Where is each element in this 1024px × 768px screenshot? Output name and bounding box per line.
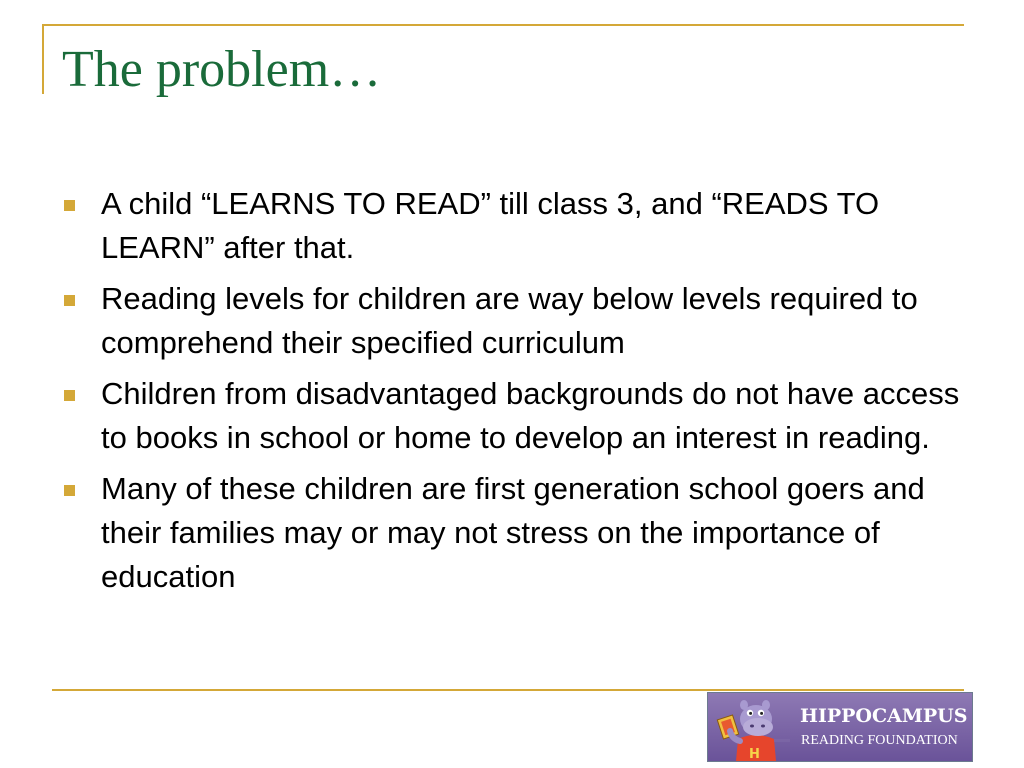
square-bullet-icon — [64, 295, 75, 306]
bullet-item — [62, 277, 962, 365]
logo-name: HIPPOCAMPUS — [800, 705, 968, 727]
bullet-text: Children from disadvantaged backgrounds do not have access to books in school or home to develop an interest in reading. — [101, 376, 960, 455]
left-rule — [42, 24, 44, 94]
bullet-item — [62, 182, 962, 270]
square-bullet-icon — [64, 200, 75, 211]
hippo-mascot-icon — [716, 695, 794, 761]
slide-title: The problem… — [62, 41, 382, 98]
hippocampus-logo — [707, 692, 973, 762]
bullet-text: Many of these children are first generation school goers and their families may or may not stress on the importance of education — [101, 471, 925, 594]
top-rule — [42, 24, 964, 26]
square-bullet-icon — [64, 390, 75, 401]
bottom-rule — [52, 689, 964, 691]
bullet-text: A child “LEARNS TO READ” till class 3, and “READS TO LEARN” after that. — [101, 186, 880, 265]
bullet-item — [62, 372, 962, 460]
bullet-item — [62, 467, 962, 599]
logo-subtitle: READING FOUNDATION — [801, 733, 958, 748]
square-bullet-icon — [64, 485, 75, 496]
bullet-list — [62, 182, 962, 606]
svg-text:H: H — [749, 747, 760, 761]
bullet-text: Reading levels for children are way below levels required to comprehend their specified curriculum — [101, 281, 918, 360]
